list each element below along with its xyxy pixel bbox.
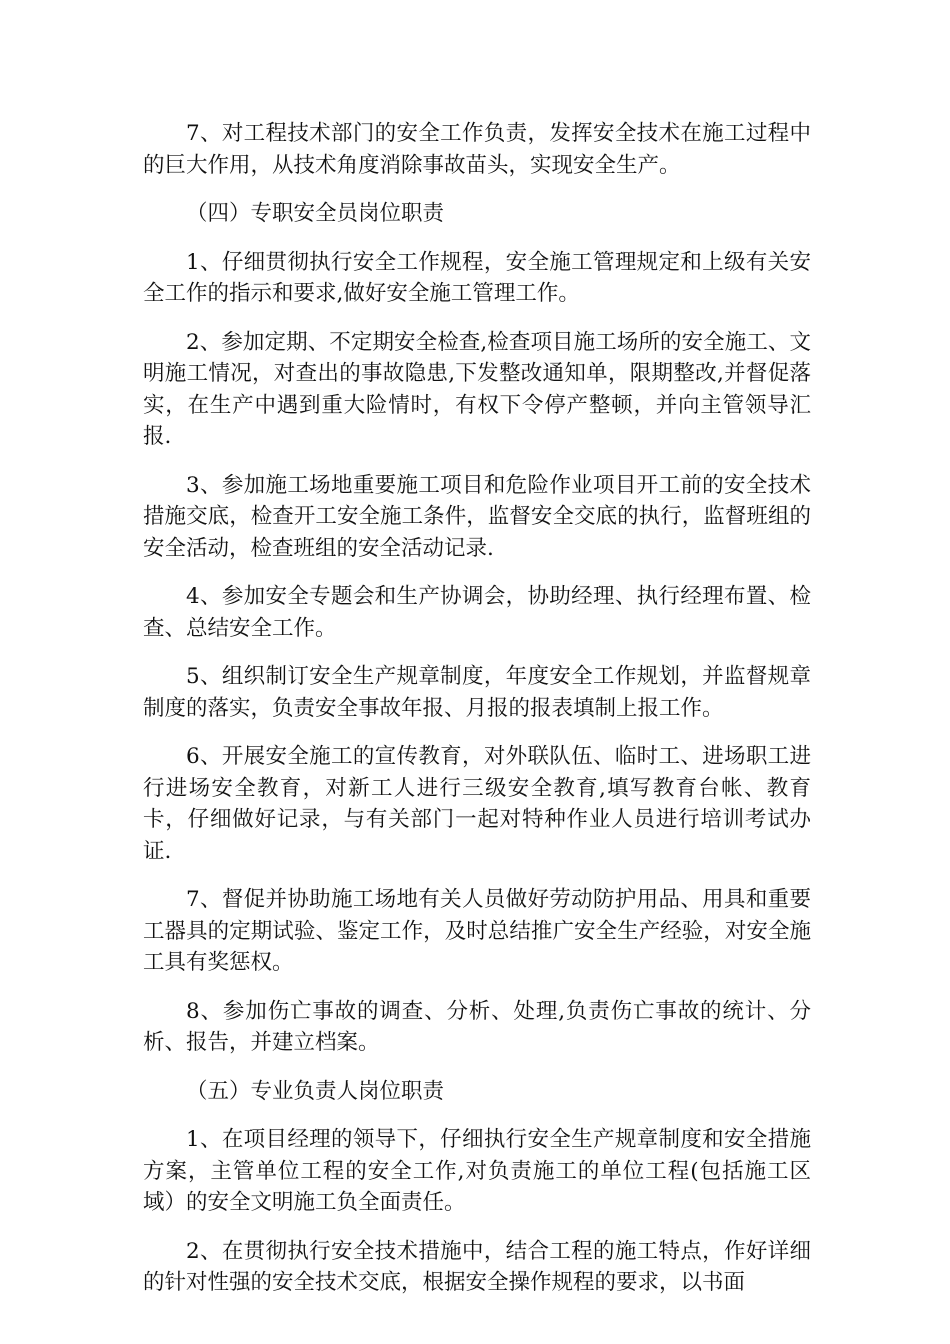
paragraph: 4、参加安全专题会和生产协调会，协助经理、执行经理布置、检查、总结安全工作。 [143,584,811,641]
paragraph: 8、参加伤亡事故的调查、分析、处理,负责伤亡事故的统计、分析、报告，并建立档案。 [143,998,811,1055]
paragraph: 7、督促并协助施工场地有关人员做好劳动防护用品、用具和重要工器具的定期试验、鉴定工作，及时总结推广安全生产经验，对安全施工具有奖惩权。 [143,887,811,975]
section-heading: （五）专业负责人岗位职责 [186,1078,445,1104]
section-heading: （四）专职安全员岗位职责 [186,201,445,226]
paragraph: 2、参加定期、不定期安全检查,检查项目施工场所的安全施工、文明施工情况，对查出的事故隐患,下发整改通知单，限期整改,并督促落实，在生产中遇到重大险情时，有权下令停产整顿，并向主管领导汇报. [143,329,811,449]
paragraph: 3、参加施工场地重要施工项目和危险作业项目开工前的安全技术措施交底，检查开工安全施工条件，监督安全交底的执行，监督班组的安全活动，检查班组的安全活动记录. [143,472,811,561]
paragraph: 6、开展安全施工的宣传教育，对外联队伍、临时工、进场职工进行进场安全教育，对新工人进行三级安全教育,填写教育台帐、教育卡，仔细做好记录，与有关部门一起对特种作业人员进行培训考试办证. [143,744,811,864]
paragraph: 2、在贯彻执行安全技术措施中，结合工程的施工特点，作好详细的针对性强的安全技术交底，根据安全操作规程的要求，以书面 [143,1238,811,1295]
document-body [143,118,811,1316]
paragraph: 5、组织制订安全生产规章制度，年度安全工作规划，并监督规章制度的落实，负责安全事故年报、月报的报表填制上报工作。 [143,664,811,721]
paragraph: 1、仔细贯彻执行安全工作规程，安全施工管理规定和上级有关安全工作的指示和要求,做好安全施工管理工作。 [143,249,811,306]
paragraph: 1、在项目经理的领导下，仔细执行安全生产规章制度和安全措施方案，主管单位工程的安全工作,对负责施工的单位工程(包括施工区域）的安全文明施工负全面责任。 [143,1127,811,1215]
paragraph: 7、对工程技术部门的安全工作负责，发挥安全技术在施工过程中的巨大作用，从技术角度消除事故苗头，实现安全生产。 [143,121,811,178]
